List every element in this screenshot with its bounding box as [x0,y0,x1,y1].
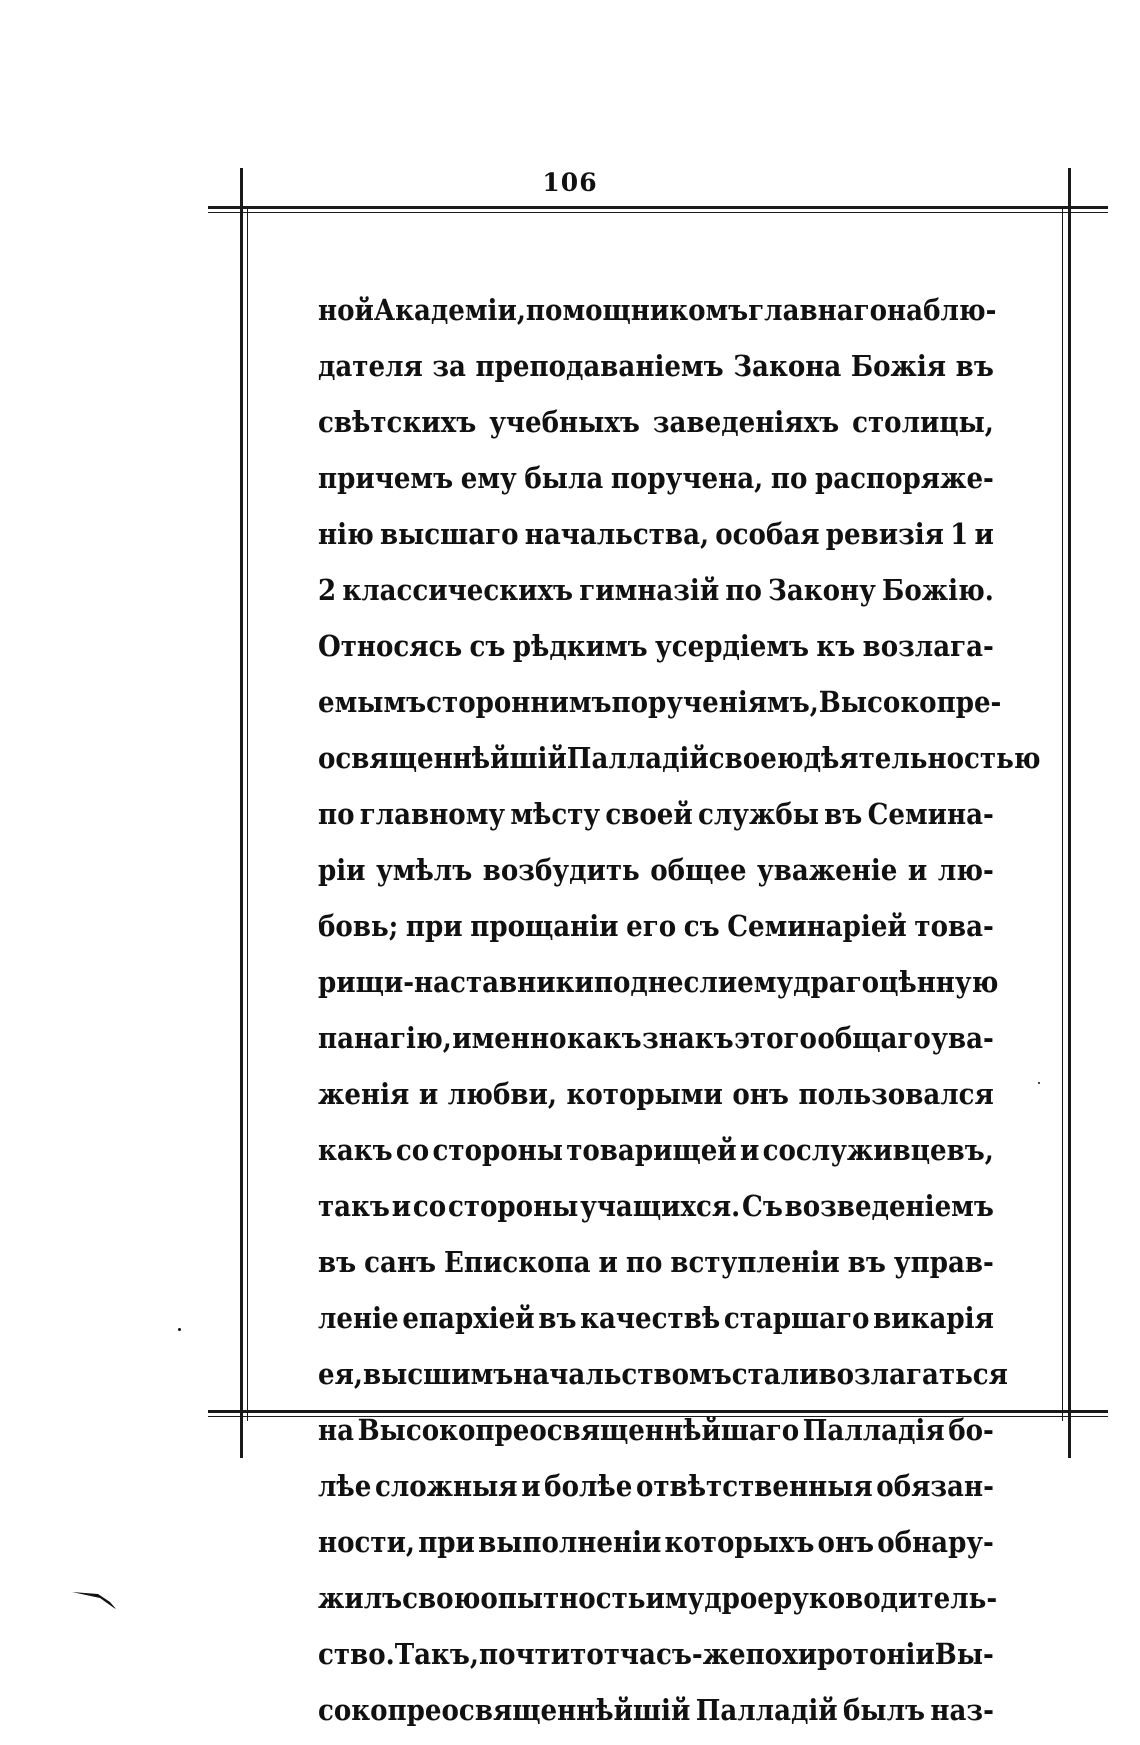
text-word: лѣе [318,1469,372,1503]
text-word: Божію. [882,573,994,607]
text-word: Высокопреосвященнѣйшаго [357,1413,800,1447]
text-word: съ [469,629,506,663]
text-word: главному [359,797,506,831]
text-word: его [626,909,677,943]
text-word: емымъ [318,685,427,719]
text-word: по [318,797,355,831]
text-word: выполненіи [478,1525,662,1559]
text-word: Семинаріей [727,909,907,943]
text-word: свѣтскихъ [318,405,477,439]
text-line [318,1066,994,1122]
text-word: бовь; [318,909,399,943]
text-line [318,394,994,450]
text-word: по [745,1637,783,1671]
text-word: возбудить [482,853,640,887]
text-word: со [395,1133,430,1167]
text-word: стороннимъ [426,685,612,719]
text-word: болѣе [544,1469,633,1503]
text-line [318,1234,994,1290]
text-word: хиротоніи [782,1637,935,1671]
text-word: санъ [364,1245,437,1279]
frame-left-rule [240,168,243,1458]
text-word: стали [731,1357,819,1391]
text-word: Относясь [318,629,463,663]
text-word: сокопреосвященнѣйшій [318,1693,691,1727]
text-word: столицы, [852,405,994,439]
text-word: онъ [732,1077,789,1111]
text-word: жилъ [318,1581,403,1615]
text-word: при [418,1525,475,1559]
text-word: умѣлъ [376,853,473,887]
text-word: Высокопре- [818,685,1002,719]
text-word: въ [318,1245,357,1279]
text-word: ріи [318,853,366,887]
text-word: возведеніемъ [784,1189,994,1223]
text-word: 2 [318,573,337,607]
text-word: бо- [948,1413,994,1447]
text-word: Палладій [566,741,709,775]
frame-left-rule-inner [247,206,248,1421]
text-word: ство. [318,1637,395,1671]
text-word: возлагаться [818,1357,1008,1391]
text-word: Закона [733,349,842,383]
text-word: онъ [817,1525,875,1559]
text-line [318,1290,994,1346]
text-word: пользовался [798,1077,994,1111]
text-word: и [739,1133,760,1167]
text-word: ной [318,293,374,327]
text-word: ува- [931,1021,994,1055]
text-word: управ- [893,1245,994,1279]
text-word: за [432,349,466,383]
text-word: дателя [318,349,423,383]
text-word: Закону [768,573,876,607]
text-word: преподаваніемъ [475,349,724,383]
text-line [318,674,1002,730]
text-word: учащихся. [580,1189,741,1223]
text-line [318,898,994,954]
text-word: при [405,909,463,943]
text-word: леніе [318,1301,399,1335]
text-word: общаго [817,1021,931,1055]
text-word: сослуживцевъ, [762,1133,994,1167]
text-word: женія [318,1077,410,1111]
text-line [318,1178,994,1234]
text-word: порученіямъ, [611,685,819,719]
text-word: мѣсту [510,797,601,831]
text-word: вступленіи [670,1245,840,1279]
text-word: рѣдкимъ [512,629,648,663]
text-word: наблю- [887,293,997,327]
text-line [318,338,994,394]
text-word: по [770,461,808,495]
text-word: викарія [873,1301,994,1335]
text-word: въ [824,797,863,831]
text-word: нію [318,517,374,551]
text-word: распоряже- [814,461,994,495]
text-line [318,506,994,562]
text-word: обнару- [877,1525,994,1559]
text-word: рищи-наставники [318,965,594,999]
text-word: Такъ, [394,1637,480,1671]
text-word: общее [650,853,747,887]
text-line [318,786,994,842]
text-word: свою [402,1581,481,1615]
text-line [318,1122,994,1178]
text-word: качествѣ [580,1301,721,1335]
text-line [318,1458,994,1514]
text-word: ему [737,965,794,999]
text-word: заведеніяхъ [652,405,840,439]
text-word: гимназій [579,573,720,607]
frame-right-rule [1068,168,1071,1458]
text-word: прощаніи [470,909,619,943]
text-line [318,730,1041,786]
scan-mark [70,1588,120,1610]
text-word: освященнѣйшій [318,741,567,775]
text-line [318,618,994,674]
text-word: по [725,573,762,607]
text-word: съ [683,909,720,943]
text-word: уваженіе [757,853,898,887]
text-word: былъ [843,1693,926,1727]
text-word: начальствомъ [513,1357,732,1391]
text-word: Вы- [934,1637,994,1671]
text-word: любви, [447,1077,557,1111]
body-text [318,282,1041,1738]
text-word: ему [460,461,517,495]
text-word: на [318,1413,355,1447]
text-word: епархіей [402,1301,535,1335]
text-word: учебныхъ [489,405,640,439]
text-word: това- [914,909,994,943]
text-word: Божія [850,349,947,383]
text-line [318,842,994,898]
text-word: поручена, [610,461,764,495]
text-word: своею [708,741,804,775]
text-line [318,1570,998,1626]
text-word: наз- [930,1693,994,1727]
text-word: въ [538,1301,577,1335]
text-word: обязан- [876,1469,994,1503]
text-word: почти [479,1637,571,1671]
text-line [318,954,999,1010]
text-line [318,562,994,618]
text-word: стороны [432,1133,563,1167]
text-word: которыми [566,1077,723,1111]
text-line [318,1514,994,1570]
text-word: лю- [937,853,994,887]
text-word: начальства, [524,517,710,551]
text-word: какъ [566,1021,642,1055]
text-word: и [521,1469,541,1503]
text-word: руководитель- [773,1581,998,1615]
frame-top-rule [208,206,1108,209]
text-word: которыхъ [664,1525,815,1559]
text-word: и [645,1581,665,1615]
text-word: своей [605,797,693,831]
scan-speck [178,1328,181,1331]
text-word: поднесли [593,965,738,999]
text-word: и [418,1077,439,1111]
text-line [318,282,997,338]
text-line [318,1682,994,1738]
text-word: сложныя [374,1469,518,1503]
text-word: высшимъ [362,1357,514,1391]
text-word: помощникомъ [525,293,749,327]
text-word: къ [816,629,856,663]
text-word: этого [734,1021,817,1055]
text-word: и [907,853,928,887]
text-word: усердіемъ [655,629,810,663]
text-word: возлага- [862,629,994,663]
text-word: Съ [742,1189,783,1223]
text-word: мудрое [664,1581,774,1615]
text-word: опытность [480,1581,646,1615]
text-word: причемъ [318,461,454,495]
text-word: стороны [447,1189,579,1223]
text-word: Палладій [695,1693,838,1727]
text-line [318,1402,994,1458]
text-word: главнаго [748,293,888,327]
text-word: тотчасъ-же [570,1637,746,1671]
text-word: и [598,1245,618,1279]
text-word: дѣятельностью [803,741,1041,775]
text-line [318,1626,994,1682]
text-word: старшаго [723,1301,870,1335]
text-word: такъ [318,1189,390,1223]
text-word: именно [452,1021,567,1055]
text-word: и [974,517,994,551]
text-word: панагію, [318,1021,452,1055]
text-word: драгоцѣнную [793,965,999,999]
text-word: Семина- [867,797,994,831]
text-word: Палладія [802,1413,945,1447]
text-word: въ [847,1245,886,1279]
text-word: ревизія [825,517,944,551]
scan-speck [1038,1082,1040,1084]
frame-right-rule-inner [1062,206,1063,1421]
text-word: по [625,1245,663,1279]
text-word: отвѣтственныя [635,1469,873,1503]
text-word: въ [955,349,994,383]
text-word: Академіи, [373,293,526,327]
page-number: 106 [542,168,598,197]
text-word: службы [697,797,819,831]
text-line [318,450,994,506]
text-word: ности, [318,1525,416,1559]
text-line [318,1346,1008,1402]
text-word: высшаго [379,517,519,551]
text-word: Епископа [444,1245,591,1279]
text-word: была [524,461,604,495]
text-word: товарищей [566,1133,737,1167]
frame-top-rule-inner [208,212,1108,213]
text-word: знакъ [642,1021,734,1055]
text-line [318,1010,994,1066]
text-word: 1 [950,517,969,551]
text-word: со [412,1189,447,1223]
text-word: особая [715,517,820,551]
text-word: классическихъ [342,573,574,607]
text-word: ея, [318,1357,363,1391]
text-word: и [391,1189,412,1223]
text-word: какъ [318,1133,393,1167]
